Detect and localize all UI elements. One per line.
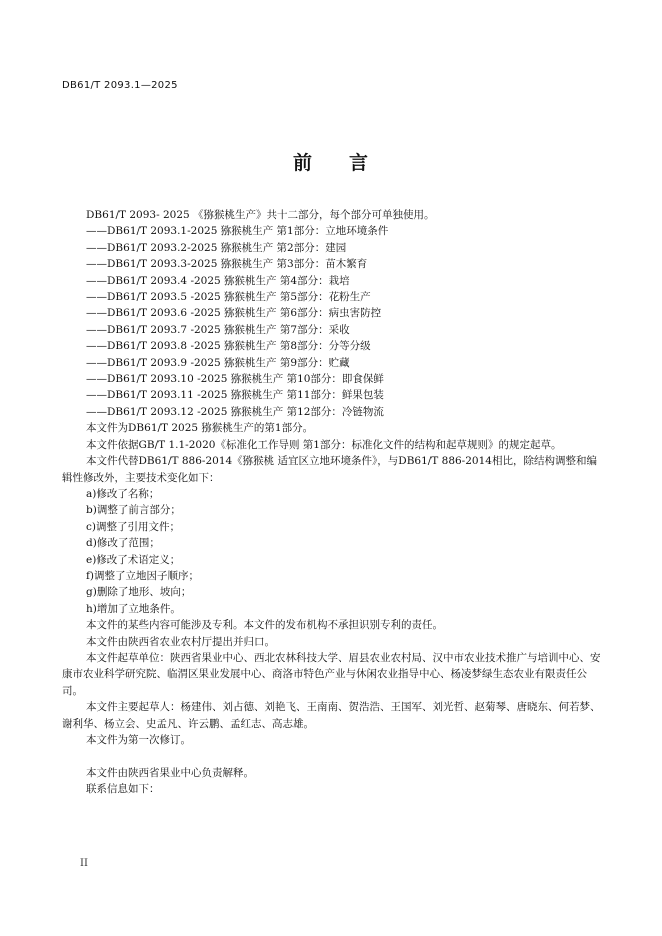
drafting-rule-paragraph: 本文件依据GB/T 1.1-2020《标准化工作导则 第1部分：标准化文件的结构和起草规则》的规定起草。 (86, 438, 562, 451)
page-title (0, 148, 662, 175)
replacement-paragraph: 本文件代替DB61/T 886-2014《猕猴桃 适宜区立地环境条件》，与DB61/T 886-2014相比，除结构调整和编辑性修改外，主要技术变化如下： (62, 455, 597, 484)
part-list-item: ——DB61/T 2093.2-2025 猕猴桃生产 第2部分：建园 (86, 241, 347, 254)
change-item: h)增加了立地条件。 (86, 602, 181, 615)
change-item: e)修改了术语定义； (86, 553, 181, 566)
part-list-item: ——DB61/T 2093.4 -2025 猕猴桃生产 第4部分：栽培 (86, 274, 350, 287)
part-list-item: ——DB61/T 2093.7 -2025 猕猴桃生产 第7部分：采收 (86, 323, 350, 336)
drafters-paragraph: 本文件主要起草人：杨建伟、刘占德、刘艳飞、王南南、贺浩浩、王国军、刘光哲、赵菊琴、唐晓东、何若梦、谢利华、杨立会、史孟凡、许云鹏、孟红志、高志雄。 (62, 701, 601, 730)
part-list-item: ——DB61/T 2093.5 -2025 猕猴桃生产 第5部分：花粉生产 (86, 291, 371, 304)
part-list-item: ——DB61/T 2093.10 -2025 猕猴桃生产 第10部分：即食保鲜 (86, 373, 384, 386)
change-item: f)调整了立地因子顺序； (86, 569, 199, 582)
title-char-2: 言 (349, 152, 370, 174)
proposer-paragraph: 本文件由陕西省农业农村厅提出并归口。 (86, 635, 275, 648)
part-list-item: ——DB61/T 2093.8 -2025 猕猴桃生产 第8部分：分等分级 (86, 340, 371, 353)
part-list-item: ——DB61/T 2093.9 -2025 猕猴桃生产 第9部分：贮藏 (86, 356, 350, 369)
foreword-body (62, 207, 602, 798)
part-list-item: ——DB61/T 2093.3-2025 猕猴桃生产 第3部分：苗木繁育 (86, 258, 368, 271)
interpretation-paragraph: 本文件由陕西省果业中心负责解释。 (86, 766, 254, 779)
document-code: DB61/T 2093.1—2025 (62, 80, 178, 91)
change-item: d)修改了范围； (86, 537, 160, 550)
patent-notice: 本文件的某些内容可能涉及专利。本文件的发布机构不承担识别专利的责任。 (86, 619, 443, 632)
part-list-item: ——DB61/T 2093.12 -2025 猕猴桃生产 第12部分：冷链物流 (86, 405, 384, 418)
title-char-1: 前 (292, 152, 313, 174)
intro-paragraph: DB61/T 2093- 2025 《猕猴桃生产》共十二部分，每个部分可单独使用。 (86, 209, 435, 221)
change-item: c)调整了引用文件； (86, 520, 180, 533)
part-list-item: ——DB61/T 2093.1-2025 猕猴桃生产 第1部分：立地环境条件 (86, 225, 389, 238)
page-number: II (80, 858, 88, 869)
part-list-item: ——DB61/T 2093.11 -2025 猕猴桃生产 第11部分：鲜果包装 (86, 389, 384, 402)
drafting-units-paragraph: 本文件起草单位：陕西省果业中心、西北农林科技大学、眉县农业农村局、汉中市农业技术推广与培训中心、安康市农业科学研究院、临渭区果业发展中心、商洛市特色产业与休闲农业指导中心、杨凌梦绿生态农业有限责任公司。 (62, 651, 601, 697)
change-item: b)调整了前言部分； (86, 504, 181, 517)
revision-paragraph: 本文件为第一次修订。 (86, 734, 191, 746)
part-list-item: ——DB61/T 2093.6 -2025 猕猴桃生产 第6部分：病虫害防控 (86, 307, 382, 320)
change-item: a)修改了名称； (86, 487, 160, 500)
change-item: g)删除了地形、坡向； (86, 586, 192, 599)
contact-paragraph: 联系信息如下： (86, 783, 160, 796)
part-statement: 本文件为DB61/T 2025 猕猴桃生产的第1部分。 (86, 422, 314, 435)
